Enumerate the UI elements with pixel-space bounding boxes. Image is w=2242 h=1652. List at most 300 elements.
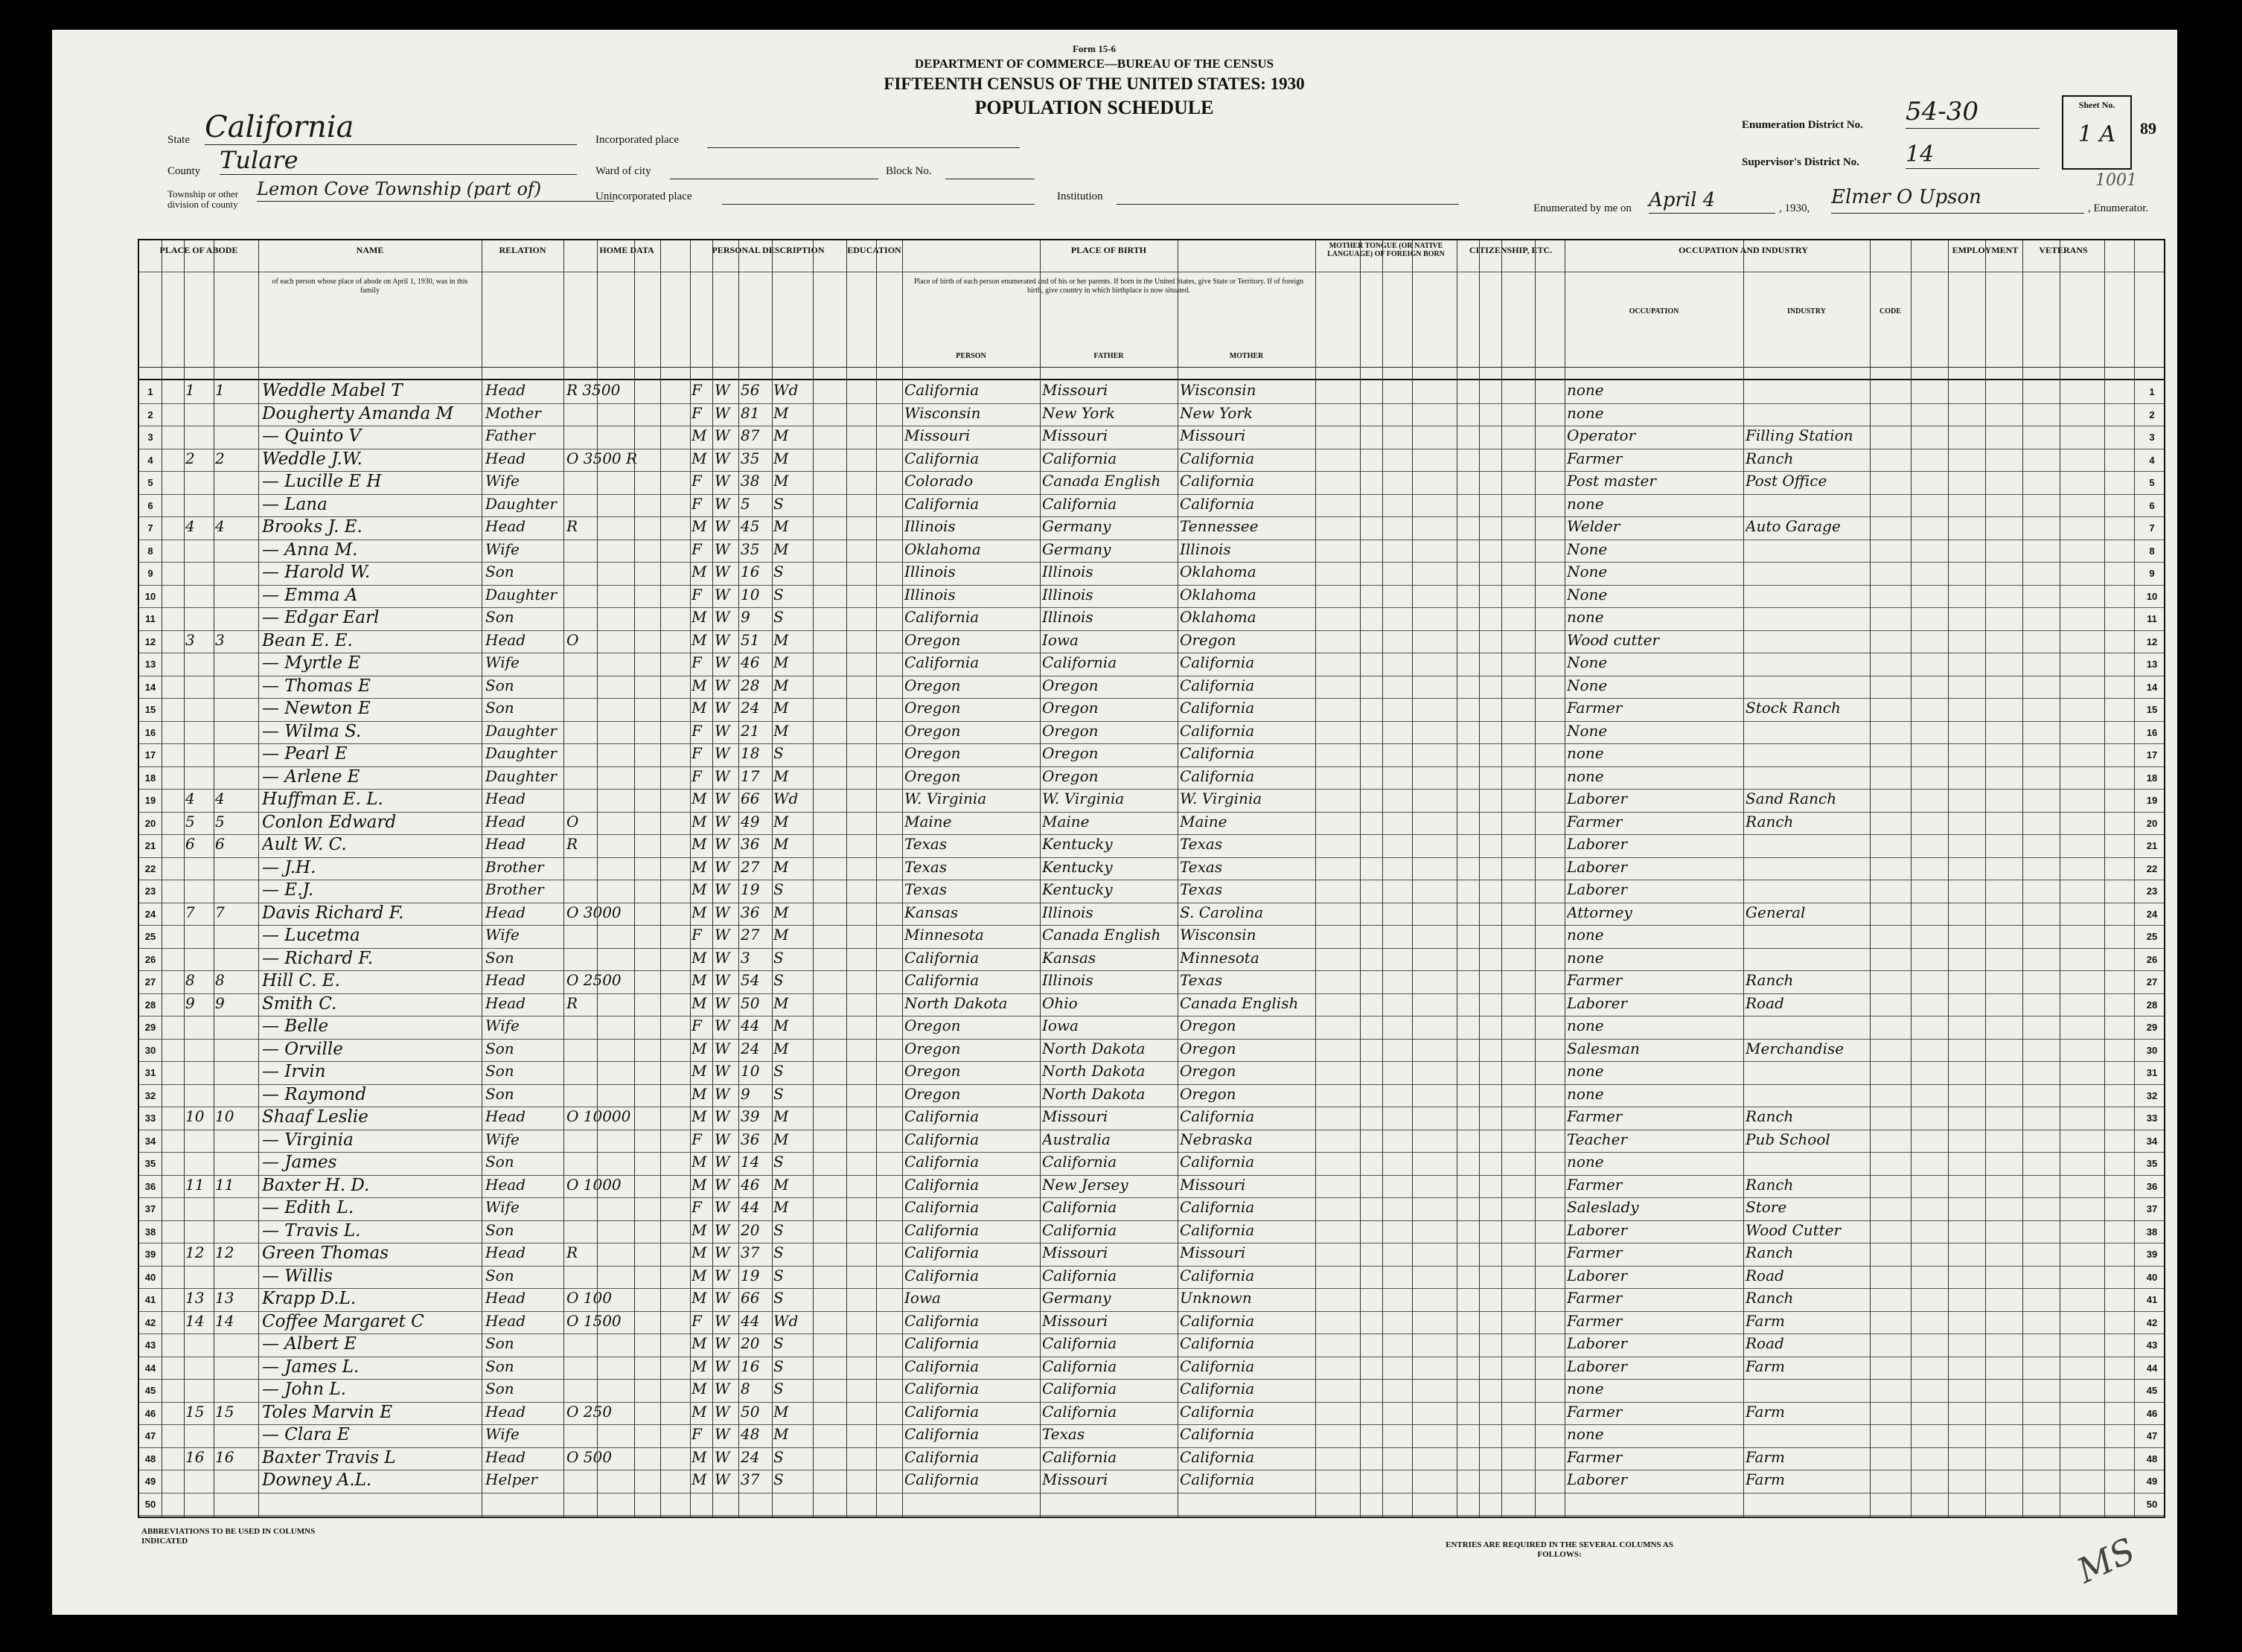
line-number: 5	[147, 477, 153, 488]
line-number: 42	[144, 1316, 156, 1328]
column-rule	[690, 240, 691, 1517]
home-data: O 3000	[566, 903, 622, 921]
age: 51	[741, 630, 760, 649]
line-number: 32	[144, 1089, 156, 1101]
line-number-right: 24	[2146, 908, 2158, 920]
sex: M	[692, 608, 707, 626]
birthplace-person: California	[904, 1357, 980, 1375]
occupation: None	[1567, 653, 1608, 671]
sex: F	[692, 721, 702, 740]
birthplace-mother: California	[1180, 1402, 1255, 1421]
race: W	[715, 1425, 730, 1443]
occupation: None	[1567, 721, 1608, 740]
dwelling-number: 10	[185, 1107, 205, 1125]
line-number-right: 21	[2146, 840, 2158, 851]
relationship: Son	[485, 1062, 514, 1080]
enumerated-label: Enumerated by me on	[1533, 202, 1632, 214]
marital-status: S	[773, 1220, 784, 1239]
dwelling-number: 3	[185, 630, 195, 649]
person-name: — Myrtle E	[262, 653, 361, 673]
occupation: none	[1567, 1062, 1604, 1080]
age: 24	[741, 699, 760, 717]
sex: M	[692, 676, 707, 694]
relationship: Head	[485, 835, 526, 853]
race: W	[715, 1130, 730, 1148]
birthplace-mother: California	[1180, 766, 1255, 785]
race: W	[715, 1220, 730, 1239]
occupation: Post master	[1567, 472, 1656, 490]
birthplace-person: California	[904, 1130, 980, 1148]
marital-status: M	[773, 1130, 789, 1148]
line-number: 28	[144, 999, 156, 1011]
birthplace-father: Canada English	[1042, 472, 1161, 490]
sex: M	[692, 699, 707, 717]
relationship: Head	[485, 1447, 526, 1466]
industry: Auto Garage	[1746, 517, 1841, 535]
birthplace-mother: Texas	[1180, 880, 1223, 898]
line-number: 8	[147, 545, 153, 557]
birthplace-mother: Oklahoma	[1180, 585, 1256, 604]
column-rule	[258, 240, 259, 1517]
person-name: Coffee Margaret C	[262, 1311, 424, 1331]
industry: Farm	[1746, 1470, 1785, 1488]
birthplace-person: Illinois	[904, 517, 956, 535]
age: 35	[741, 540, 760, 558]
birthplace-father: Canada English	[1042, 926, 1161, 944]
occupation: Laborer	[1567, 1266, 1628, 1284]
column-rule	[1743, 240, 1744, 1517]
birthplace-person: Colorado	[904, 472, 974, 490]
birthplace-person: Oregon	[904, 1084, 961, 1103]
relationship: Daughter	[485, 744, 557, 762]
dwelling-number: 6	[185, 835, 195, 853]
line-number-right: 23	[2146, 886, 2158, 897]
marital-status: M	[773, 1017, 789, 1034]
race: W	[715, 903, 730, 921]
occupation: none	[1567, 1017, 1604, 1034]
race: W	[715, 517, 730, 535]
occupation: none	[1567, 948, 1604, 967]
occupation: Laborer	[1567, 1357, 1628, 1375]
age: 36	[741, 1130, 760, 1148]
person-name: — James L.	[262, 1357, 360, 1377]
age: 37	[741, 1470, 760, 1488]
age: 27	[741, 857, 760, 876]
column-rule	[772, 240, 773, 1517]
family-number: 7	[215, 903, 225, 921]
home-data: O	[566, 812, 579, 830]
relationship: Head	[485, 993, 526, 1012]
person-name: Ault W. C.	[262, 835, 347, 854]
line-number-right: 16	[2146, 726, 2158, 738]
group-name: NAME	[356, 245, 384, 255]
line-number: 38	[144, 1226, 156, 1238]
relationship: Wife	[485, 926, 520, 944]
line-number: 34	[144, 1135, 156, 1147]
name-description: of each person whose place of abode on April 1, 1930, was in this family	[272, 278, 468, 295]
industry: Road	[1746, 993, 1784, 1012]
sex: M	[692, 1062, 707, 1080]
relationship: Head	[485, 812, 526, 830]
column-rule	[184, 240, 185, 1517]
marital-status: M	[773, 721, 789, 740]
dwelling-number: 16	[185, 1447, 205, 1466]
marital-status: M	[773, 653, 789, 671]
race: W	[715, 1107, 730, 1125]
family-number: 9	[215, 993, 225, 1012]
line-number: 23	[144, 886, 156, 897]
person-name: — Irvin	[262, 1062, 326, 1081]
family-number: 5	[215, 812, 225, 830]
person-name: — Orville	[262, 1039, 343, 1059]
race: W	[715, 948, 730, 967]
line-number: 27	[144, 976, 156, 987]
birthplace-mother: W. Virginia	[1180, 790, 1262, 807]
birthplace-father: W. Virginia	[1042, 790, 1125, 807]
line-number-right: 9	[2149, 568, 2155, 579]
line-number-right: 50	[2146, 1498, 2158, 1510]
age: 49	[741, 812, 760, 830]
family-number: 11	[215, 1175, 234, 1194]
person-name: — Clara E	[262, 1425, 350, 1444]
relationship: Wife	[485, 540, 520, 558]
industry: Farm	[1746, 1447, 1785, 1466]
industry: Ranch	[1746, 449, 1794, 467]
line-number: 10	[144, 590, 156, 602]
relationship: Head	[485, 1107, 526, 1125]
relationship: Mother	[485, 403, 541, 422]
relationship: Head	[485, 1243, 526, 1261]
marital-status: S	[773, 1243, 784, 1261]
group-relation: RELATION	[499, 245, 546, 255]
line-number-right: 36	[2146, 1180, 2158, 1192]
line-number-right: 5	[2149, 477, 2155, 488]
sex: M	[692, 1107, 707, 1125]
line-number: 33	[144, 1112, 156, 1124]
line-number-right: 26	[2146, 953, 2158, 965]
sex: M	[692, 1470, 707, 1488]
race: W	[715, 1311, 730, 1330]
population-table	[138, 239, 2165, 1518]
birthplace-mother: Texas	[1180, 835, 1223, 853]
county-value: Tulare	[220, 146, 577, 175]
marital-status: M	[773, 699, 789, 717]
line-number: 49	[144, 1476, 156, 1487]
age: 27	[741, 926, 760, 944]
birthplace-person: Oregon	[904, 766, 961, 785]
race: W	[715, 1289, 730, 1307]
sex: M	[692, 1266, 707, 1284]
sex: M	[692, 880, 707, 898]
sex: F	[692, 585, 702, 604]
column-rule	[563, 240, 564, 1517]
column-rule	[1360, 240, 1361, 1517]
entries-title: ENTRIES ARE REQUIRED IN THE SEVERAL COLUMNS AS FOLLOWS:	[1446, 1540, 1673, 1559]
birthplace-mother: Oregon	[1180, 1062, 1236, 1080]
column-rule	[634, 240, 635, 1517]
birthplace-father: Illinois	[1042, 971, 1093, 989]
age: 8	[741, 1380, 750, 1398]
race: W	[715, 1084, 730, 1103]
birthplace-father: Missouri	[1042, 426, 1108, 444]
birthplace-mother: California	[1180, 676, 1255, 694]
relationship: Daughter	[485, 585, 557, 604]
birthplace-person: W. Virginia	[904, 790, 987, 807]
race: W	[715, 449, 730, 467]
person-name: — Richard F.	[262, 948, 374, 968]
line-number-right: 46	[2146, 1407, 2158, 1419]
occupation: Farmer	[1567, 1311, 1623, 1330]
column-number-rule	[139, 367, 2164, 368]
relationship: Son	[485, 1334, 514, 1352]
relationship: Helper	[485, 1470, 537, 1488]
industry: Farm	[1746, 1357, 1785, 1375]
race: W	[715, 1153, 730, 1171]
sex: M	[692, 971, 707, 989]
family-number: 15	[215, 1402, 234, 1421]
birthplace-mother: Wisconsin	[1180, 381, 1256, 399]
department-line: DEPARTMENT OF COMMERCE—BUREAU OF THE CENSUS	[914, 57, 1274, 71]
line-number-right: 34	[2146, 1135, 2158, 1147]
industry: Pub School	[1746, 1130, 1830, 1148]
line-number: 26	[144, 953, 156, 965]
race: W	[715, 880, 730, 898]
sex: M	[692, 517, 707, 535]
county-label: County	[167, 165, 201, 177]
census-title: FIFTEENTH CENSUS OF THE UNITED STATES: 1930	[884, 74, 1305, 93]
relationship: Wife	[485, 1017, 520, 1034]
occupation: Laborer	[1567, 1470, 1628, 1488]
marital-status: S	[773, 1380, 784, 1398]
sex: F	[692, 494, 702, 513]
dwelling-number: 14	[185, 1311, 205, 1330]
industry: Stock Ranch	[1746, 699, 1841, 717]
sex: M	[692, 1357, 707, 1375]
age: 18	[741, 744, 760, 762]
line-number: 20	[144, 817, 156, 829]
home-data: O 250	[566, 1402, 612, 1421]
sex: M	[692, 563, 707, 580]
person-name: — Lana	[262, 494, 328, 514]
sex: F	[692, 1198, 702, 1216]
sd-value: 14	[1906, 141, 2040, 169]
race: W	[715, 1017, 730, 1034]
relationship: Son	[485, 1220, 514, 1239]
birthplace-person: California	[904, 608, 980, 626]
enumerator-name: Elmer O Upson	[1831, 186, 2084, 214]
birthplace-mother: California	[1180, 721, 1255, 740]
person-name: — Belle	[262, 1017, 329, 1036]
age: 48	[741, 1425, 760, 1443]
sex: F	[692, 926, 702, 944]
line-number-right: 41	[2146, 1294, 2158, 1305]
occupation: None	[1567, 585, 1608, 604]
birthplace-father: Missouri	[1042, 1470, 1108, 1488]
line-number: 39	[144, 1249, 156, 1260]
birthplace-mother: Missouri	[1180, 1243, 1246, 1261]
occupation: None	[1567, 676, 1608, 694]
marital-status: S	[773, 1289, 784, 1307]
relationship: Son	[485, 1084, 514, 1103]
sex: M	[692, 1380, 707, 1398]
line-number-right: 8	[2149, 545, 2155, 557]
sex: F	[692, 1311, 702, 1330]
birthplace-father: Oregon	[1042, 699, 1099, 717]
occupation: none	[1567, 1380, 1604, 1398]
race: W	[715, 1447, 730, 1466]
line-number-right: 47	[2146, 1430, 2158, 1441]
race: W	[715, 1470, 730, 1488]
age: 19	[741, 880, 760, 898]
state-value: California	[205, 110, 577, 145]
sex: M	[692, 630, 707, 649]
dwelling-number: 7	[185, 903, 195, 921]
line-number: 19	[144, 795, 156, 806]
marital-status: M	[773, 517, 789, 535]
birthplace-father: Kansas	[1042, 948, 1096, 967]
sd-label: Supervisor's District No.	[1742, 156, 1859, 168]
sex: F	[692, 766, 702, 785]
birthplace-mother: California	[1180, 1107, 1255, 1125]
occupation: Teacher	[1567, 1130, 1628, 1148]
race: W	[715, 403, 730, 422]
sex: M	[692, 1175, 707, 1194]
age: 45	[741, 517, 760, 535]
birthplace-person: California	[904, 971, 980, 989]
birthplace-father: Missouri	[1042, 1107, 1108, 1125]
sex: M	[692, 1153, 707, 1171]
birthplace-mother: Oregon	[1180, 1017, 1236, 1034]
occupation: Farmer	[1567, 1243, 1623, 1261]
group-personal-description: PERSONAL DESCRIPTION	[712, 245, 825, 255]
industry: Store	[1746, 1198, 1787, 1216]
line-number: 7	[147, 522, 153, 534]
occupation: None	[1567, 540, 1608, 558]
birthplace-mother: California	[1180, 653, 1255, 671]
race: W	[715, 1198, 730, 1216]
occupation: Wood cutter	[1567, 630, 1659, 649]
relationship: Wife	[485, 1425, 520, 1443]
birthplace-person: California	[904, 1470, 980, 1488]
birthplace-person: Maine	[904, 812, 952, 830]
birthplace-father: Illinois	[1042, 903, 1093, 921]
marital-status: M	[773, 857, 789, 876]
age: 28	[741, 676, 760, 694]
sex: M	[692, 857, 707, 876]
birthplace-mother: California	[1180, 1380, 1255, 1398]
birth-description: Place of birth of each person enumerated and of his or her parents. If born in the United States, give State or Territory. If of foreign birth, give country in which birthplace is now situated.	[913, 278, 1304, 295]
marital-status: M	[773, 1402, 789, 1421]
race: W	[715, 1334, 730, 1352]
birthplace-father: California	[1042, 653, 1117, 671]
marital-status: S	[773, 1470, 784, 1488]
line-number: 48	[144, 1453, 156, 1464]
occupation: none	[1567, 381, 1604, 399]
line-number: 41	[144, 1294, 156, 1305]
occupation: Farmer	[1567, 1447, 1623, 1466]
age: 81	[741, 403, 760, 422]
race: W	[715, 790, 730, 807]
birthplace-mother: Tennessee	[1180, 517, 1259, 535]
sex: F	[692, 744, 702, 762]
occupation: Farmer	[1567, 971, 1623, 989]
marital-status: M	[773, 1107, 789, 1125]
birthplace-mother: Texas	[1180, 857, 1223, 876]
line-number-right: 13	[2146, 659, 2158, 670]
occupation: Farmer	[1567, 1402, 1623, 1421]
relationship: Son	[485, 1357, 514, 1375]
birthplace-person: California	[904, 1153, 980, 1171]
birthplace-father: California	[1042, 1220, 1117, 1239]
race: W	[715, 766, 730, 785]
age: 35	[741, 449, 760, 467]
race: W	[715, 630, 730, 649]
line-number-right: 7	[2149, 522, 2155, 534]
birthplace-father: New Jersey	[1042, 1175, 1128, 1194]
birthplace-father: Germany	[1042, 1289, 1111, 1307]
line-number: 29	[144, 1022, 156, 1033]
person-name: — Virginia	[262, 1130, 354, 1150]
dwelling-number: 13	[185, 1289, 205, 1307]
birthplace-mother: California	[1180, 744, 1255, 762]
birthplace-person: Missouri	[904, 426, 971, 444]
line-number: 43	[144, 1339, 156, 1351]
group-occupation-industry: OCCUPATION AND INDUSTRY	[1679, 245, 1808, 255]
age: 56	[741, 381, 760, 399]
birthplace-person: California	[904, 1107, 980, 1125]
relationship: Head	[485, 903, 526, 921]
birthplace-mother: Missouri	[1180, 426, 1246, 444]
marital-status: S	[773, 1447, 784, 1466]
sheet-number-label: Sheet No.	[2078, 100, 2115, 110]
column-rule	[2104, 240, 2105, 1517]
incorporated-place-line	[707, 147, 1020, 148]
birthplace-person: California	[904, 1243, 980, 1261]
relationship: Head	[485, 381, 526, 399]
home-data: R	[566, 835, 578, 853]
birthplace-father: Texas	[1042, 1425, 1085, 1443]
birthplace-mother: California	[1180, 1266, 1255, 1284]
home-data: R	[566, 1243, 578, 1261]
line-number: 15	[144, 704, 156, 715]
column-rule	[1870, 240, 1871, 1517]
age: 39	[741, 1107, 760, 1125]
birthplace-person: California	[904, 1334, 980, 1352]
marital-status: M	[773, 540, 789, 558]
marital-status: S	[773, 1084, 784, 1103]
occupation: Laborer	[1567, 1220, 1628, 1239]
birthplace-father: California	[1042, 1447, 1117, 1466]
race: W	[715, 1062, 730, 1080]
family-number: 4	[215, 517, 225, 535]
sex: M	[692, 903, 707, 921]
race: W	[715, 993, 730, 1012]
birthplace-person: Oregon	[904, 1062, 961, 1080]
line-number-right: 19	[2146, 795, 2158, 806]
birthplace-person: Oregon	[904, 1039, 961, 1057]
occupation: none	[1567, 1153, 1604, 1171]
person-name: — Lucetma	[262, 926, 360, 945]
block-label: Block No.	[886, 165, 932, 177]
sex: M	[692, 1084, 707, 1103]
relationship: Head	[485, 517, 526, 535]
race: W	[715, 744, 730, 762]
relationship: Father	[485, 426, 535, 444]
race: W	[715, 1039, 730, 1057]
home-data: O 100	[566, 1289, 612, 1307]
enumerator-label: , Enumerator.	[2088, 202, 2149, 214]
birthplace-mother: California	[1180, 1311, 1255, 1330]
